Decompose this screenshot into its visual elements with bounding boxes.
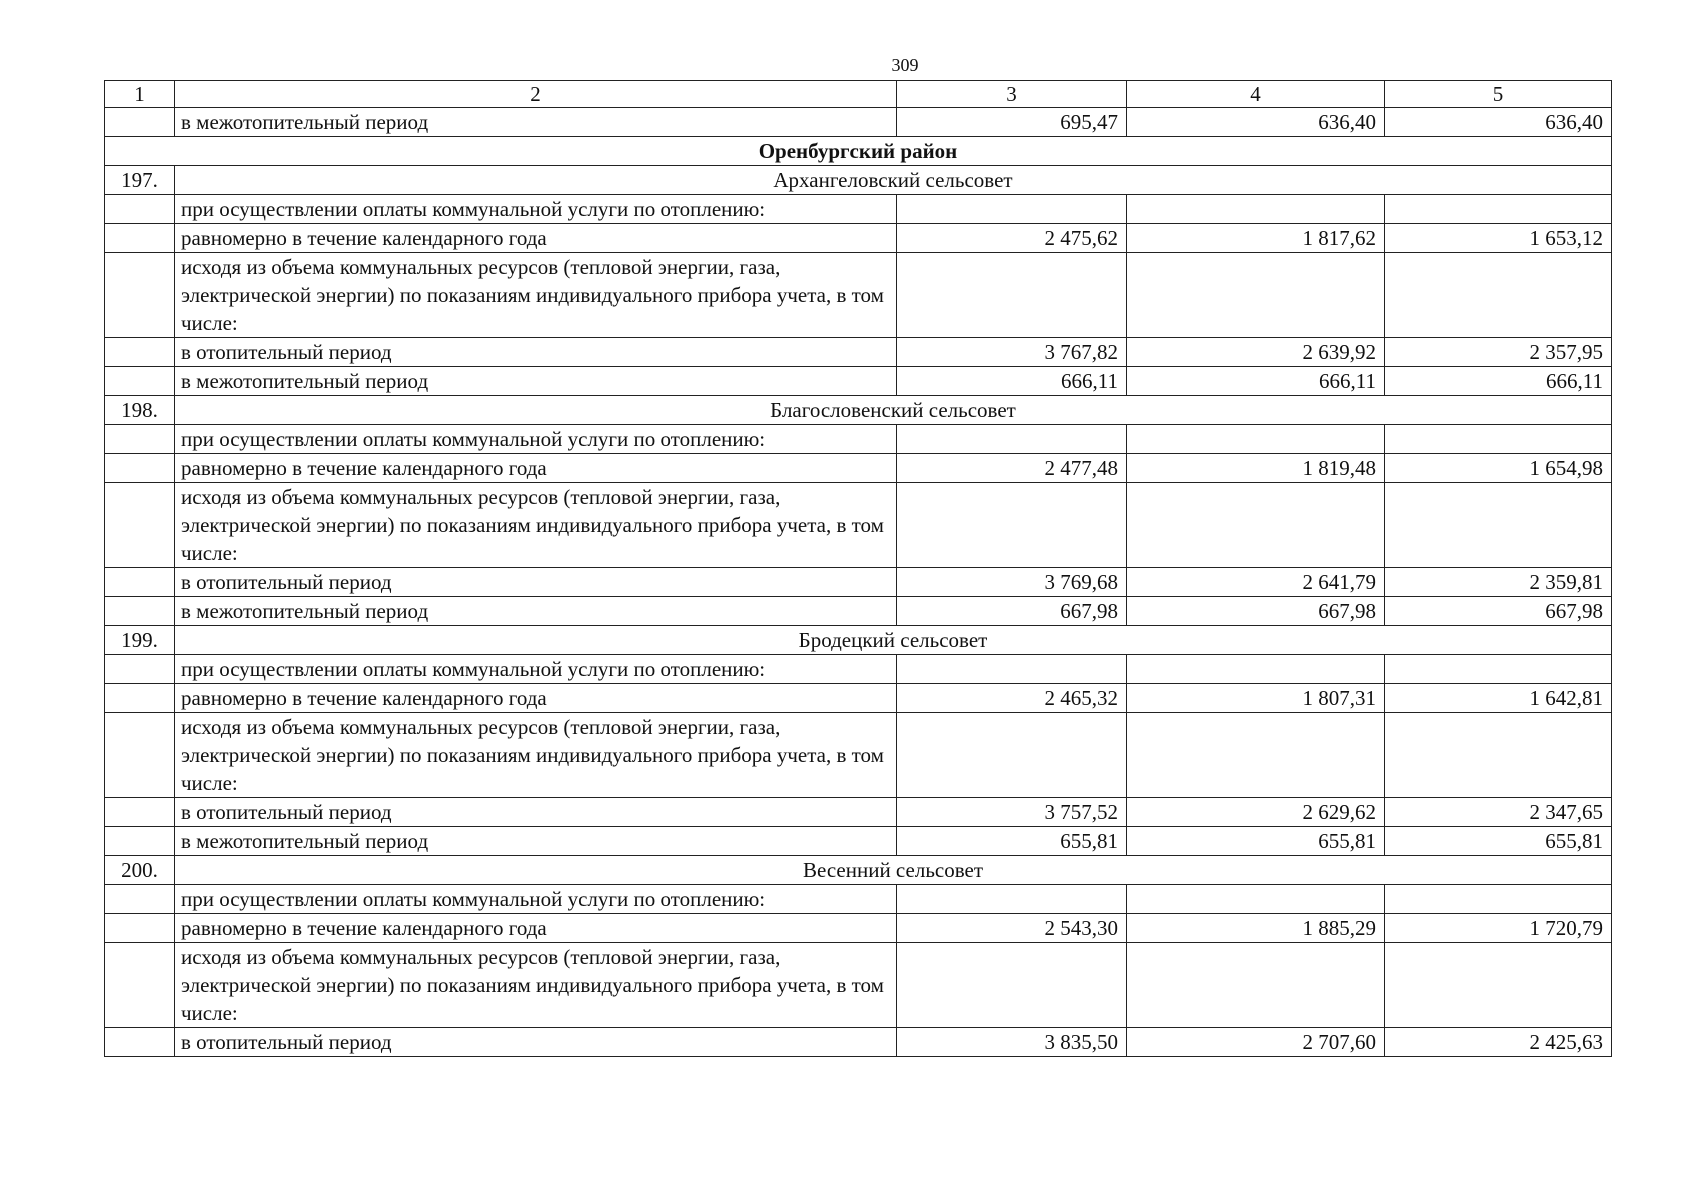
value-col-5: 636,40: [1385, 108, 1612, 137]
value-col-3: 666,11: [897, 367, 1127, 396]
row-description: при осуществлении оплаты коммунальной услуги по отоплению:: [175, 885, 897, 914]
header-row: [105, 81, 1612, 108]
value-col-3: [897, 195, 1127, 224]
region-title: Оренбургский район: [105, 137, 1612, 166]
value-col-5: 2 359,81: [1385, 568, 1612, 597]
value-col-4: [1127, 253, 1385, 338]
value-col-3: [897, 655, 1127, 684]
value-col-4: 655,81: [1127, 827, 1385, 856]
value-col-5: 1 642,81: [1385, 684, 1612, 713]
value-col-4: 636,40: [1127, 108, 1385, 137]
value-col-4: 667,98: [1127, 597, 1385, 626]
value-col-3: [897, 943, 1127, 1028]
row-description: равномерно в течение календарного года: [175, 224, 897, 253]
value-col-5: 666,11: [1385, 367, 1612, 396]
table-row: [105, 338, 1612, 367]
table-row: [105, 425, 1612, 454]
section-title: Бродецкий сельсовет: [175, 626, 1612, 655]
header-cell-4: 4: [1127, 81, 1385, 108]
section-row: [105, 626, 1612, 655]
value-col-4: [1127, 655, 1385, 684]
value-col-5: [1385, 195, 1612, 224]
section-row: [105, 856, 1612, 885]
value-col-4: [1127, 943, 1385, 1028]
table-row: [105, 454, 1612, 483]
value-col-5: [1385, 425, 1612, 454]
table-row: [105, 885, 1612, 914]
section-number: 197.: [105, 166, 175, 195]
value-col-4: [1127, 885, 1385, 914]
value-col-4: 2 639,92: [1127, 338, 1385, 367]
section-title: Благословенский сельсовет: [175, 396, 1612, 425]
row-description: исходя из объема коммунальных ресурсов (тепловой энергии, газа, электрической энергии) по показаниям индивидуального прибора учета, в том числе:: [175, 713, 897, 798]
row-description: в отопительный период: [175, 798, 897, 827]
row-description: в отопительный период: [175, 1028, 897, 1057]
section-row: [105, 396, 1612, 425]
value-col-5: 655,81: [1385, 827, 1612, 856]
header-cell-3: 3: [897, 81, 1127, 108]
row-description: исходя из объема коммунальных ресурсов (тепловой энергии, газа, электрической энергии) по показаниям индивидуального прибора учета, в том числе:: [175, 253, 897, 338]
value-col-3: 667,98: [897, 597, 1127, 626]
table-row: [105, 1028, 1612, 1057]
row-description: в межотопительный период: [175, 827, 897, 856]
header-cell-2: 2: [175, 81, 897, 108]
value-col-5: 2 425,63: [1385, 1028, 1612, 1057]
value-col-5: [1385, 483, 1612, 568]
value-col-5: [1385, 885, 1612, 914]
value-col-4: 2 641,79: [1127, 568, 1385, 597]
value-col-4: 1 819,48: [1127, 454, 1385, 483]
row-description: равномерно в течение календарного года: [175, 454, 897, 483]
value-col-3: [897, 713, 1127, 798]
table-row: [105, 943, 1612, 1028]
row-number: [105, 943, 175, 1028]
value-col-3: 2 475,62: [897, 224, 1127, 253]
region-row: [105, 137, 1612, 166]
tariff-table: [104, 80, 1612, 1057]
row-description: исходя из объема коммунальных ресурсов (тепловой энергии, газа, электрической энергии) по показаниям индивидуального прибора учета, в том числе:: [175, 483, 897, 568]
value-col-3: 695,47: [897, 108, 1127, 137]
section-row: [105, 166, 1612, 195]
value-col-4: 1 885,29: [1127, 914, 1385, 943]
row-description: в отопительный период: [175, 338, 897, 367]
value-col-5: 1 720,79: [1385, 914, 1612, 943]
value-col-3: [897, 483, 1127, 568]
value-col-3: [897, 253, 1127, 338]
row-description: при осуществлении оплаты коммунальной услуги по отоплению:: [175, 195, 897, 224]
value-col-4: 1 807,31: [1127, 684, 1385, 713]
value-col-5: 667,98: [1385, 597, 1612, 626]
value-col-3: 2 543,30: [897, 914, 1127, 943]
table-row: [105, 224, 1612, 253]
value-col-4: 666,11: [1127, 367, 1385, 396]
row-number: [105, 195, 175, 224]
row-number: [105, 224, 175, 253]
value-col-3: 3 769,68: [897, 568, 1127, 597]
value-col-3: 2 477,48: [897, 454, 1127, 483]
row-number: [105, 597, 175, 626]
row-description: в межотопительный период: [175, 108, 897, 137]
value-col-4: [1127, 713, 1385, 798]
value-col-4: 2 707,60: [1127, 1028, 1385, 1057]
value-col-5: [1385, 943, 1612, 1028]
row-description: при осуществлении оплаты коммунальной услуги по отоплению:: [175, 655, 897, 684]
value-col-3: [897, 885, 1127, 914]
row-number: [105, 108, 175, 137]
row-number: [105, 253, 175, 338]
table-row: [105, 655, 1612, 684]
header-cell-1: 1: [105, 81, 175, 108]
value-col-4: [1127, 483, 1385, 568]
value-col-3: 3 757,52: [897, 798, 1127, 827]
table-row: [105, 798, 1612, 827]
section-number: 199.: [105, 626, 175, 655]
row-description: исходя из объема коммунальных ресурсов (тепловой энергии, газа, электрической энергии) по показаниям индивидуального прибора учета, в том числе:: [175, 943, 897, 1028]
row-number: [105, 367, 175, 396]
table-row: [105, 108, 1612, 137]
section-number: 200.: [105, 856, 175, 885]
table-row: [105, 914, 1612, 943]
row-number: [105, 425, 175, 454]
value-col-5: [1385, 655, 1612, 684]
table-row: [105, 367, 1612, 396]
value-col-3: 3 835,50: [897, 1028, 1127, 1057]
value-col-4: 2 629,62: [1127, 798, 1385, 827]
value-col-5: [1385, 713, 1612, 798]
table-row: [105, 684, 1612, 713]
row-number: [105, 483, 175, 568]
value-col-5: 2 347,65: [1385, 798, 1612, 827]
row-description: равномерно в течение календарного года: [175, 684, 897, 713]
row-description: в межотопительный период: [175, 367, 897, 396]
row-description: в межотопительный период: [175, 597, 897, 626]
header-cell-5: 5: [1385, 81, 1612, 108]
section-title: Весенний сельсовет: [175, 856, 1612, 885]
row-number: [105, 798, 175, 827]
value-col-5: 1 654,98: [1385, 454, 1612, 483]
value-col-3: 3 767,82: [897, 338, 1127, 367]
row-description: в отопительный период: [175, 568, 897, 597]
row-description: равномерно в течение календарного года: [175, 914, 897, 943]
value-col-4: [1127, 195, 1385, 224]
row-number: [105, 914, 175, 943]
row-number: [105, 885, 175, 914]
row-number: [105, 1028, 175, 1057]
value-col-4: 1 817,62: [1127, 224, 1385, 253]
table-row: [105, 253, 1612, 338]
value-col-4: [1127, 425, 1385, 454]
table-row: [105, 827, 1612, 856]
value-col-3: 655,81: [897, 827, 1127, 856]
table-row: [105, 483, 1612, 568]
row-number: [105, 827, 175, 856]
row-number: [105, 568, 175, 597]
table-row: [105, 195, 1612, 224]
table-row: [105, 597, 1612, 626]
page-number: 309: [891, 55, 919, 75]
row-description: при осуществлении оплаты коммунальной услуги по отоплению:: [175, 425, 897, 454]
section-number: 198.: [105, 396, 175, 425]
table-row: [105, 713, 1612, 798]
value-col-3: 2 465,32: [897, 684, 1127, 713]
value-col-5: 1 653,12: [1385, 224, 1612, 253]
table-row: [105, 568, 1612, 597]
value-col-3: [897, 425, 1127, 454]
value-col-5: [1385, 253, 1612, 338]
table-body: [105, 81, 1612, 1057]
section-title: Архангеловский сельсовет: [175, 166, 1612, 195]
value-col-5: 2 357,95: [1385, 338, 1612, 367]
row-number: [105, 454, 175, 483]
row-number: [105, 713, 175, 798]
row-number: [105, 655, 175, 684]
row-number: [105, 338, 175, 367]
row-number: [105, 684, 175, 713]
